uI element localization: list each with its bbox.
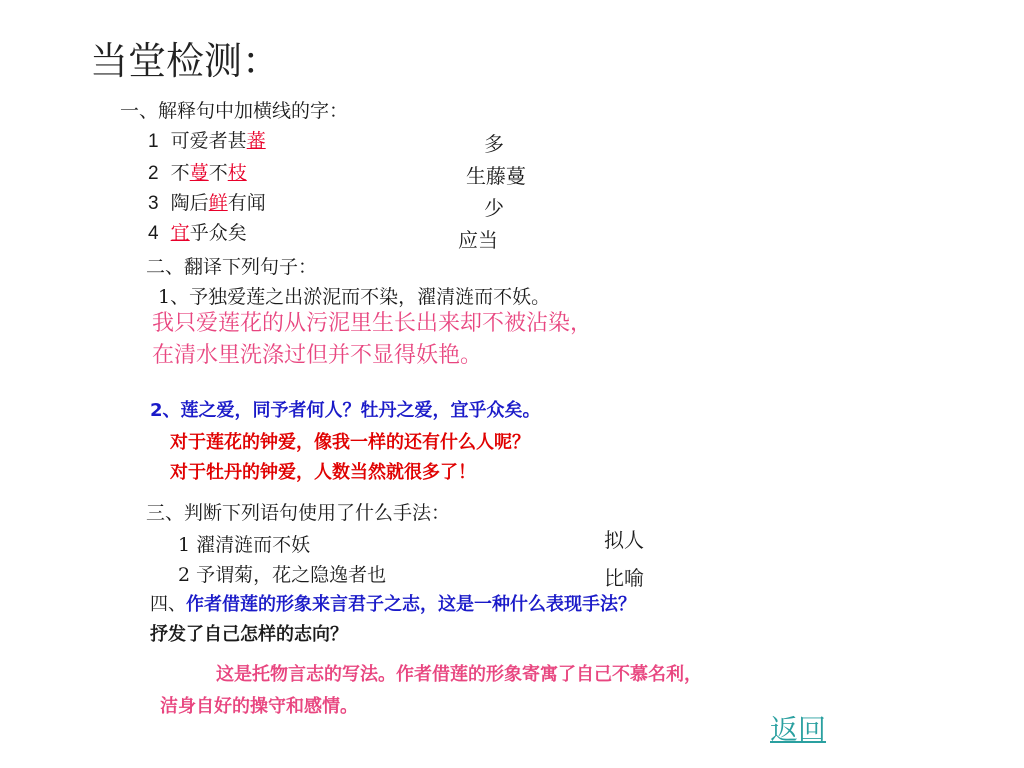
section3-heading: 三、判断下列语句使用了什么手法：	[146, 502, 451, 524]
section3-item-2: 2 予谓菊，花之隐逸者也	[178, 564, 387, 586]
section1-item-3	[148, 188, 266, 215]
section1-item-1	[148, 126, 266, 153]
item-text: 陶后	[170, 192, 209, 214]
item-text: 可爱者甚	[170, 130, 247, 152]
answer-4: 应当	[458, 228, 498, 252]
item-number: 2	[148, 163, 159, 184]
section1-item-4	[148, 218, 247, 245]
section3-item-1: 1 濯清涟而不妖	[178, 534, 311, 556]
item-text: 乎众矣	[189, 222, 247, 244]
page-title: 当堂检测：	[90, 39, 281, 83]
section2-answer-1-line2: 在清水里洗涤过但并不显得妖艳。	[152, 343, 483, 368]
section1-heading: 一、解释句中加横线的字：	[120, 100, 349, 122]
section2-answer-1-line1: 我只爱莲花的从污泥里生长出来却不被沾染，	[152, 311, 593, 336]
underlined-char: 宜	[170, 222, 190, 244]
section2-answer-2-line2: 对于牡丹的钟爱，人数当然就很多了！	[170, 462, 476, 483]
section4-answer-line1: 这是托物言志的写法。作者借莲的形象寄寓了自己不慕名利，	[216, 664, 702, 685]
section2-heading: 二、翻译下列句子：	[146, 256, 318, 278]
item-text: 不	[170, 162, 190, 184]
section2-answer-2-line1: 对于莲花的钟爱，像我一样的还有什么人呢？	[170, 432, 530, 453]
answer-1: 多	[484, 132, 504, 156]
section4-prefix: 四、	[150, 594, 186, 615]
section2-question-2: 2、莲之爱，同予者何人？牡丹之爱，宜乎众矣。	[150, 400, 541, 421]
section4-question-line1	[150, 590, 636, 616]
underlined-char: 蕃	[246, 130, 266, 152]
item-number: 1	[148, 131, 159, 152]
underlined-char: 鲜	[208, 192, 228, 214]
section4-answer-line2: 洁身自好的操守和感情。	[160, 696, 358, 717]
answer-2: 生藤蔓	[466, 164, 526, 188]
underlined-char: 蔓	[189, 162, 209, 184]
answer-3: 少	[484, 196, 504, 220]
item-number: 3	[148, 193, 159, 214]
section3-answer-2: 比喻	[604, 566, 644, 590]
item-number: 4	[148, 223, 159, 244]
section4-question-line2: 抒发了自己怎样的志向？	[150, 624, 348, 645]
section4-question-text: 作者借莲的形象来言君子之志，这是一种什么表现手法？	[186, 594, 636, 615]
item-text: 有闻	[227, 192, 266, 214]
section1-item-2	[148, 158, 247, 185]
underlined-char: 枝	[227, 162, 247, 184]
back-link[interactable]: 返回	[770, 713, 827, 746]
section3-answer-1: 拟人	[604, 528, 644, 552]
item-text: 不	[208, 162, 228, 184]
section2-question-1: 1、予独爱莲之出淤泥而不染，濯清涟而不妖。	[158, 286, 551, 308]
